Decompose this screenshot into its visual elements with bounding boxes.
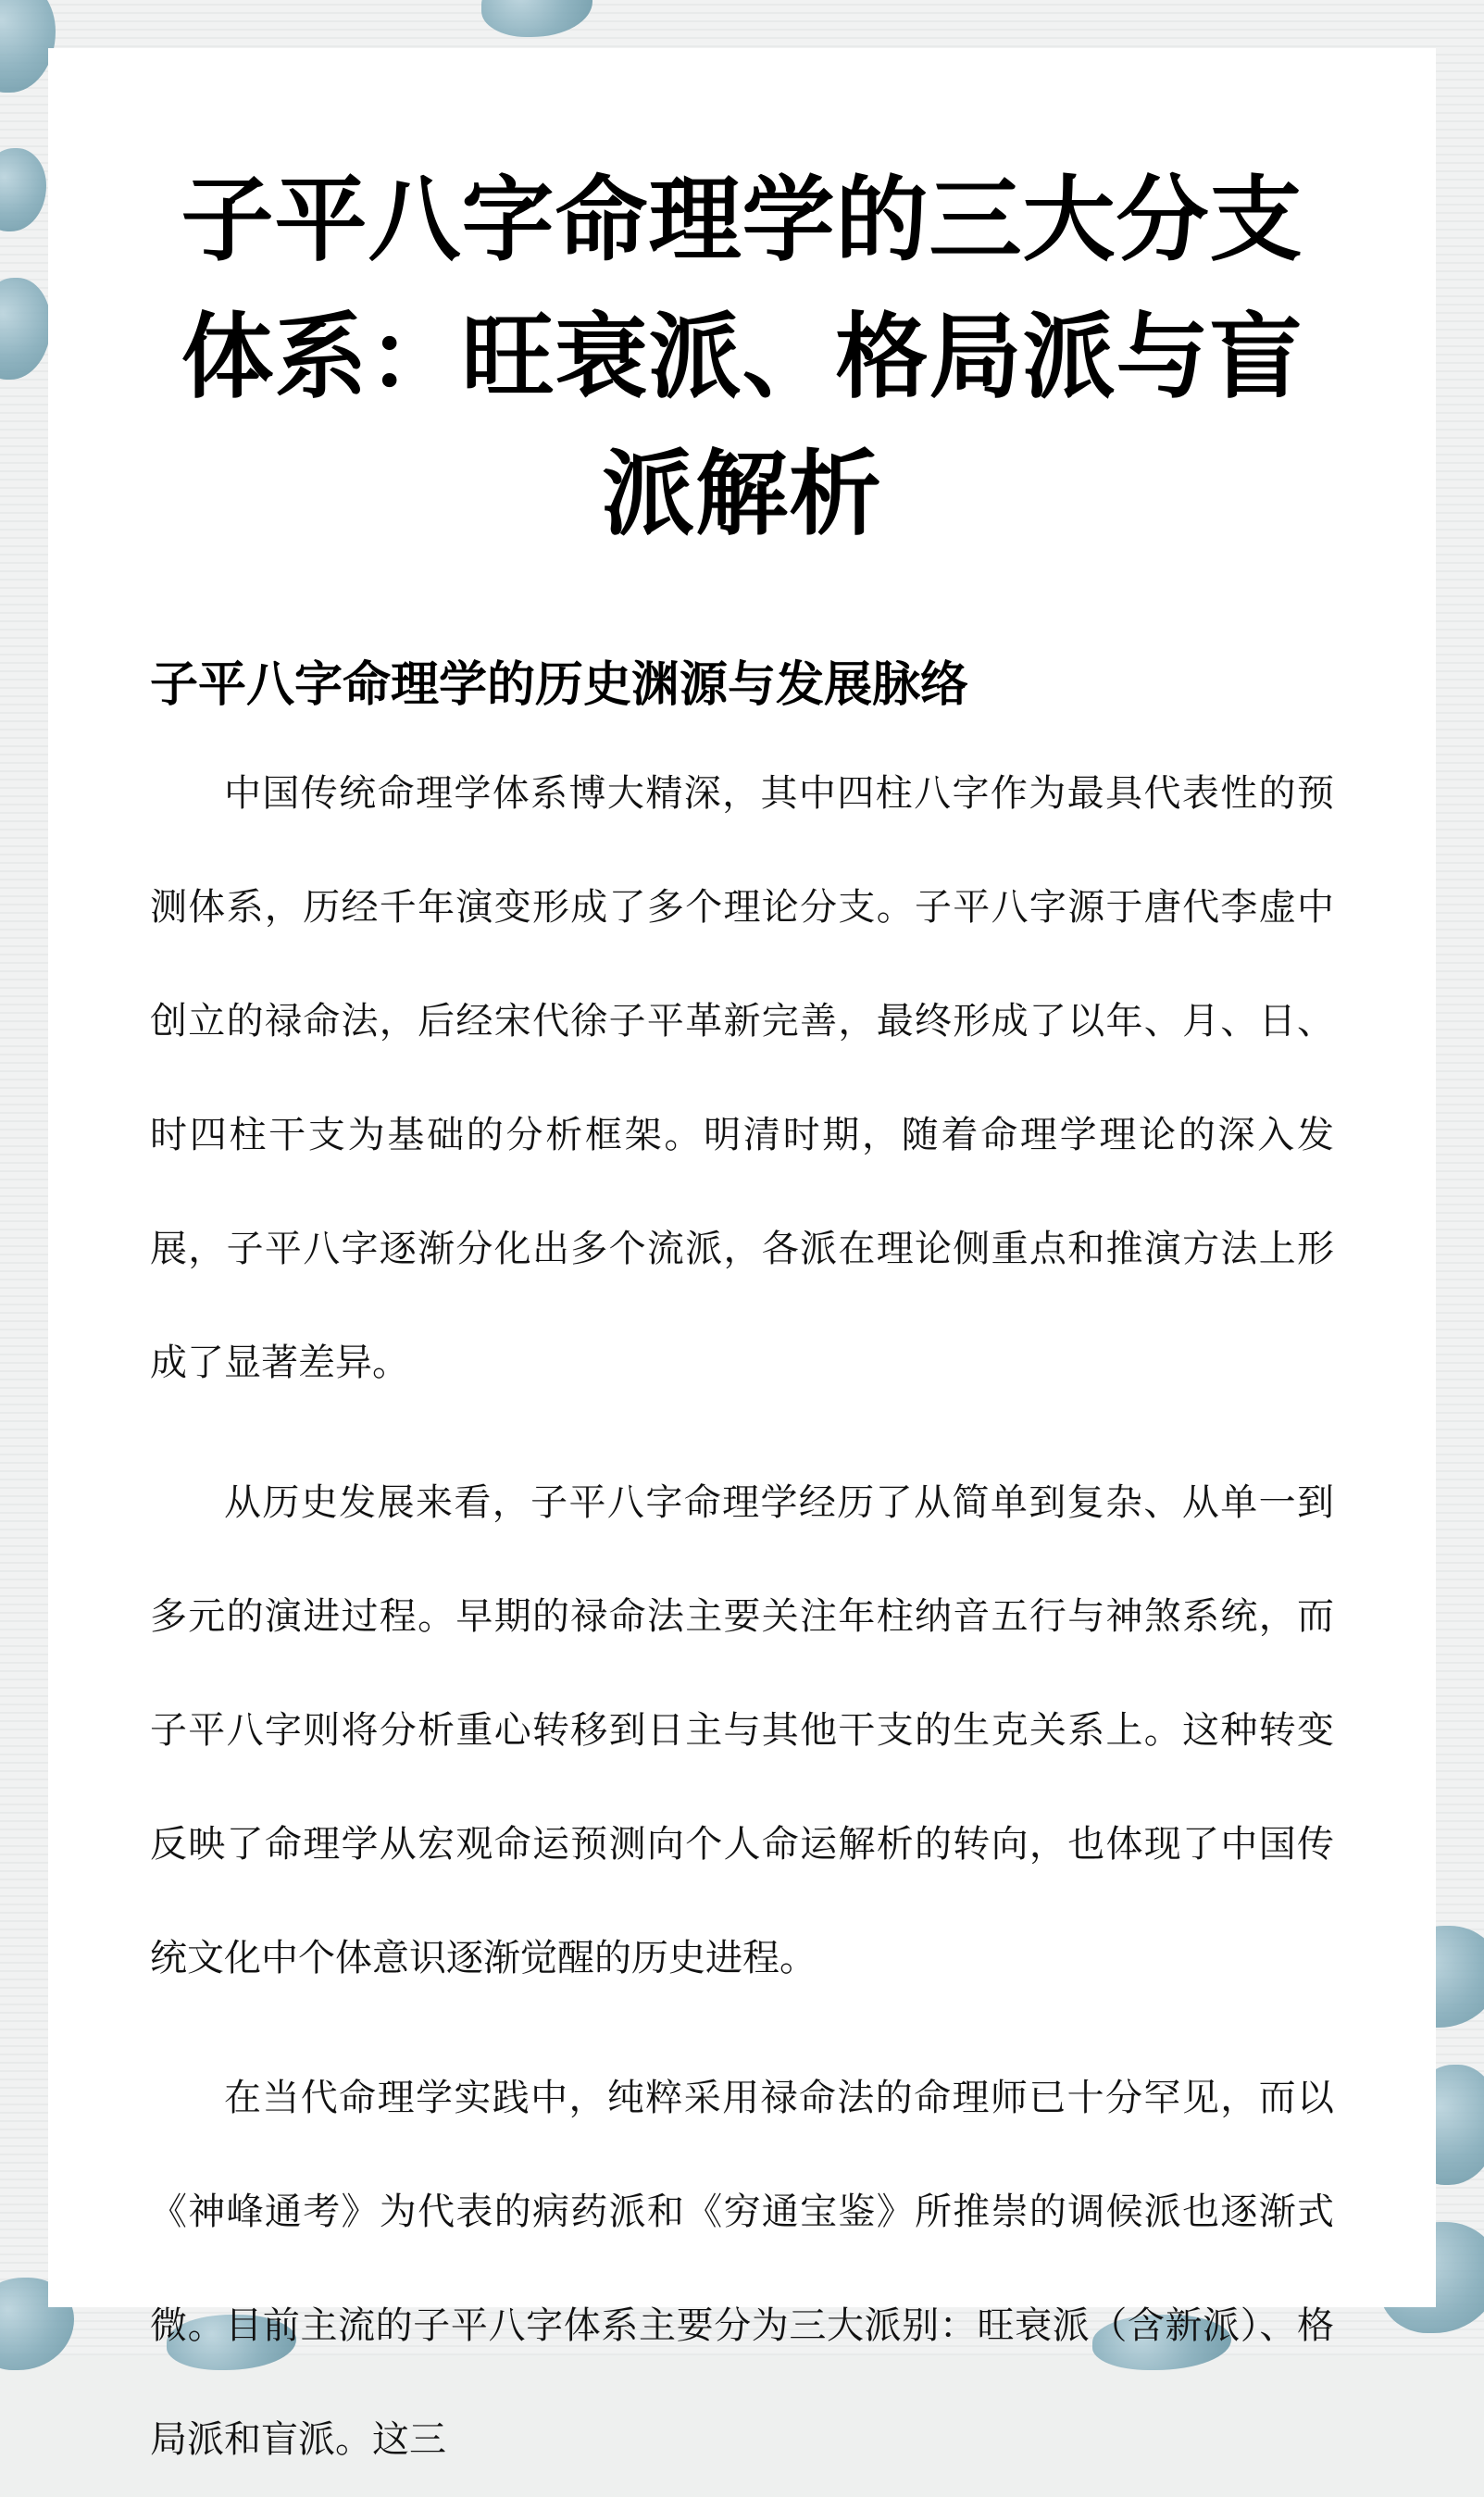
paragraph-2: 从历史发展来看，子平八字命理学经历了从简单到复杂、从单一到多元的演进过程。早期的禄命法主要关注年柱纳音五行与神煞系统，而子平八字则将分析重心转移到日主与其他干支的生克关系上。这种转变反映了命理学从宏观命运预测向个人命运解析的转向，也体现了中国传统文化中个体意识逐渐觉醒的历史进程。 bbox=[150, 1481, 1334, 1979]
article-card bbox=[48, 48, 1436, 2461]
paragraph-3: 在当代命理学实践中，纯粹采用禄命法的命理师已十分罕见，而以《神峰通考》为代表的病药派和《穷通宝鉴》所推崇的调候派也逐渐式微。目前主流的子平八字体系主要分为三大派别：旺衰派（含新派）、格局派和盲派。这三 bbox=[150, 2077, 1334, 2461]
paragraph-1: 中国传统命理学体系博大精深，其中四柱八字作为最具代表性的预测体系，历经千年演变形成了多个理论分支。子平八字源于唐代李虚中创立的禄命法，后经宋代徐子平革新完善，最终形成了以年、月、日、时四柱干支为基础的分析框架。明清时期，随着命理学理论的深入发展，子平八字逐渐分化出多个流派，各派在理论侧重点和推演方法上形成了显著差异。 bbox=[150, 772, 1334, 1384]
article-title: 子平八字命理学的三大分支体系：旺衰派、格局派与盲派解析 bbox=[181, 166, 1303, 548]
decorative-blob bbox=[481, 0, 592, 37]
decorative-blob bbox=[0, 278, 51, 380]
section-heading: 子平八字命理学的历史渊源与发展脉络 bbox=[150, 657, 969, 713]
decorative-blob bbox=[0, 148, 46, 231]
decorative-blob bbox=[0, 0, 56, 93]
